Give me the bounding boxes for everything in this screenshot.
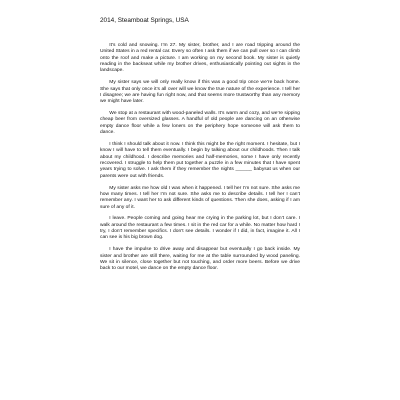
paragraph-4: I think I should talk about it now. I think this might be the right moment. I hesitate, but I know I will have to tell them eventually. I begin by talking about our childhoods. Then I talk about my childhood. I describe memories and half-memories, some I have only recently recovered. I struggle to help them put together a puzzle in a few minutes that I have spent years trying to solve. I ask them if they remember the nights ______ babysat us when our parents were out with friends. bbox=[100, 141, 300, 179]
paragraph-7: I have the impulse to drive away and disappear but eventually I go back inside. My sister and brother are still there, waiting for me at the table surrounded by wood paneling. We sit in silence, close together but not touching, and order more beers. Before we drive back to our motel, we dance on the empty dance floor. bbox=[100, 247, 300, 272]
entry-body bbox=[100, 43, 300, 278]
entry-heading: 2014, Steamboat Springs, USA bbox=[100, 17, 189, 24]
paragraph-6: I leave. People coming and going hear me crying in the parking lot, but I don’t care. I walk around the restaurant a few times. I sit in the red car for a while. No matter how hard I try, I don’t remember specifics. I don’t see details. I wonder if I did, in fact, imagine it. All I can see is his big brown dog. bbox=[100, 216, 300, 241]
paragraph-5: My sister asks me how old I was when it happened. I tell her I’m not sure. She asks me how many times. I tell her I’m not sure. She asks me to describe details. I tell her I can’t remember any. I want her to ask different kinds of questions. Then she does, asking if I am sure of any of it. bbox=[100, 185, 300, 210]
paragraph-2: My sister says we will only really know if this was a good trip once we’re back home. She says that only once it’s all over will we know the true nature of the experience. I tell her I disagree; we are having fun right now, and that seems more trustworthy than any memory we might have later. bbox=[100, 80, 300, 105]
paragraph-1: It’s cold and snowing. I’m 27. My sister, brother, and I are road tripping around the United States in a red rental car. Every so often I ask them if we can pull over so I can climb onto the roof and make a picture. I am working on my second book. My sister is quietly reading in the backseat while my brother drives, enthusiastically pointing out sights in the landscape. bbox=[100, 43, 300, 74]
paragraph-3: We stop at a restaurant with wood-paneled walls. It’s warm and cozy, and we’re sipping cheap beer from oversized glasses. A handful of old people are dancing on an otherwise empty dance floor while a few loners on the periphery hope someone will ask them to dance. bbox=[100, 111, 300, 136]
